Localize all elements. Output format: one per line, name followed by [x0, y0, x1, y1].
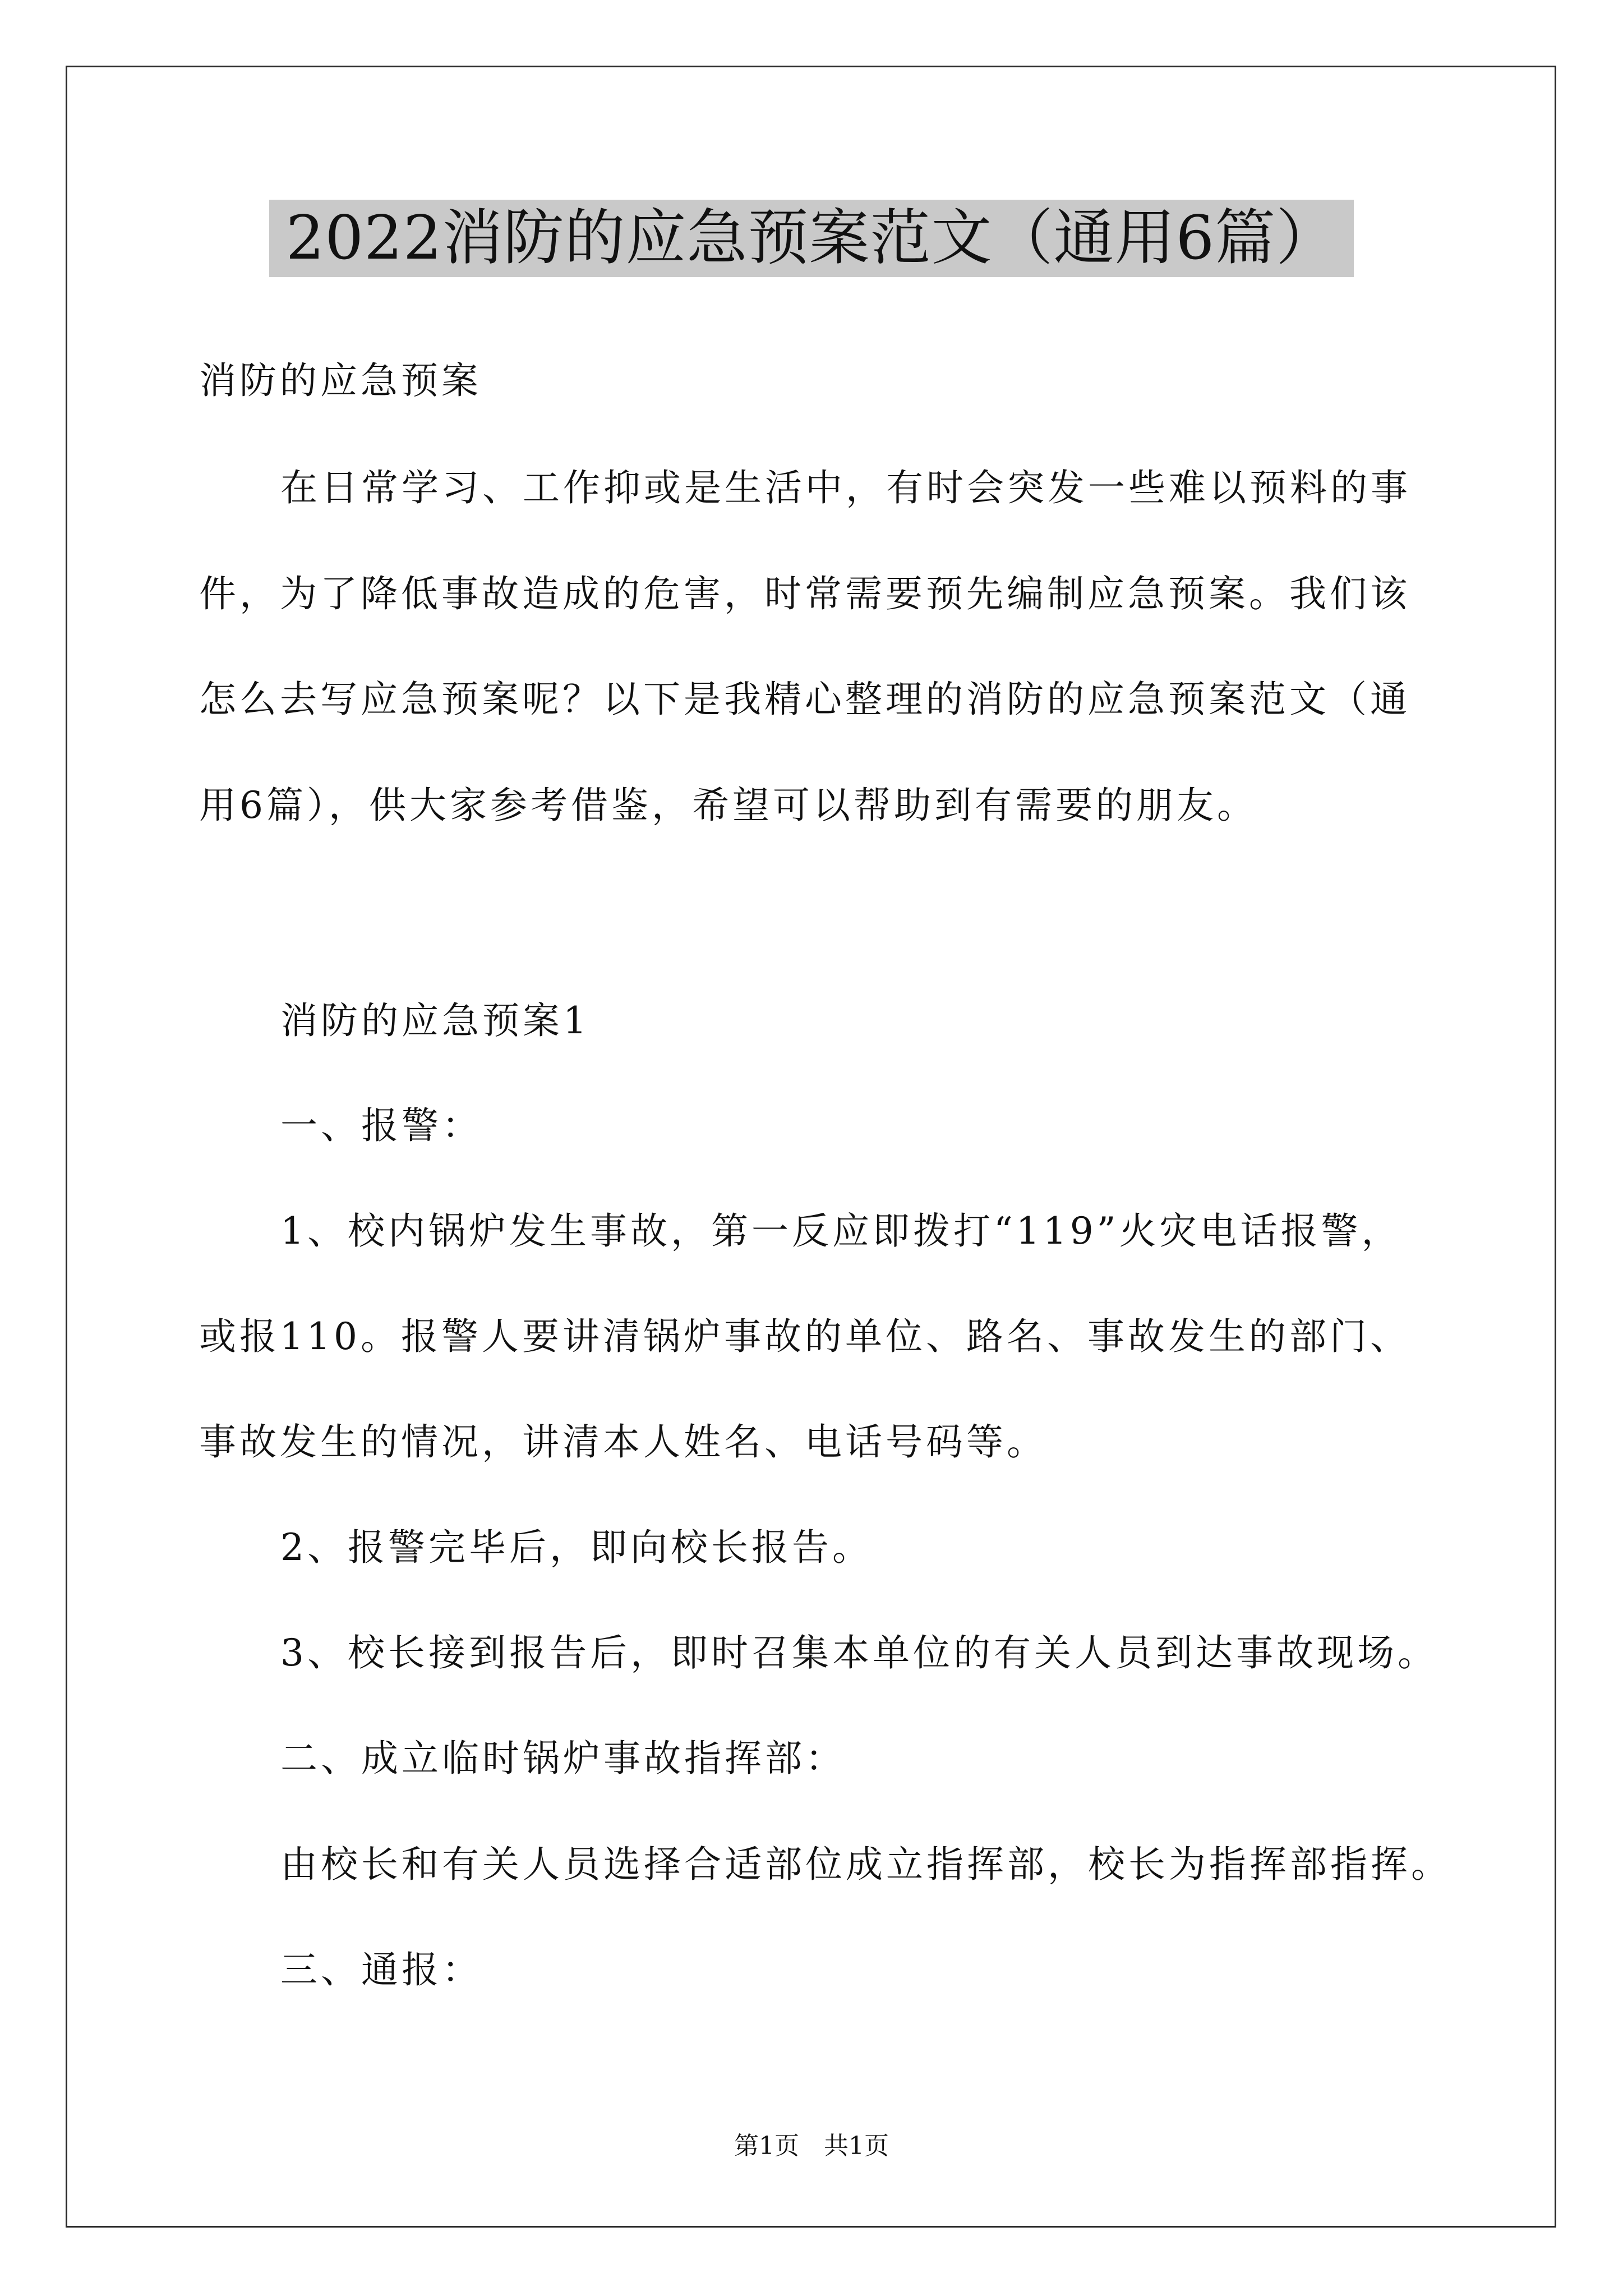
- intro-line-4: 用6篇），供大家参考借鉴，希望可以帮助到有需要的朋友。: [199, 784, 1257, 827]
- body-line-5: 2、报警完毕后，即向校长报告。: [280, 1526, 873, 1569]
- body-line-3: 或报110。报警人要讲清锅炉事故的单位、路名、事故发生的部门、: [199, 1315, 1410, 1358]
- title-container: [0, 200, 1623, 277]
- intro-line-1: 在日常学习、工作抑或是生活中，有时会突发一些难以预料的事: [280, 466, 1411, 509]
- section-heading: 消防的应急预案: [199, 359, 482, 402]
- body-line-2: 1、校内锅炉发生事故，第一反应即拨打“119”火灾电话报警，: [280, 1209, 1402, 1253]
- intro-line-2: 件，为了降低事故造成的危害，时常需要预先编制应急预案。我们该: [199, 572, 1410, 615]
- document-title: 2022消防的应急预案范文（通用6篇）: [269, 200, 1354, 277]
- intro-line-3: 怎么去写应急预案呢？以下是我精心整理的消防的应急预案范文（通: [199, 678, 1410, 721]
- body-line-7: 二、成立临时锅炉事故指挥部：: [280, 1737, 846, 1780]
- body-line-6: 3、校长接到报告后，即时召集本单位的有关人员到达事故现场。: [280, 1631, 1438, 1674]
- body-line-8: 由校长和有关人员选择合适部位成立指挥部，校长为指挥部指挥。: [280, 1843, 1451, 1886]
- body-line-1: 一、报警：: [280, 1104, 482, 1147]
- page-footer: 第1页 共1页: [734, 2132, 889, 2160]
- subsection-heading: 消防的应急预案1: [280, 999, 590, 1042]
- body-line-9: 三、通报：: [280, 1948, 482, 1991]
- body-line-4: 事故发生的情况，讲清本人姓名、电话号码等。: [199, 1420, 1047, 1464]
